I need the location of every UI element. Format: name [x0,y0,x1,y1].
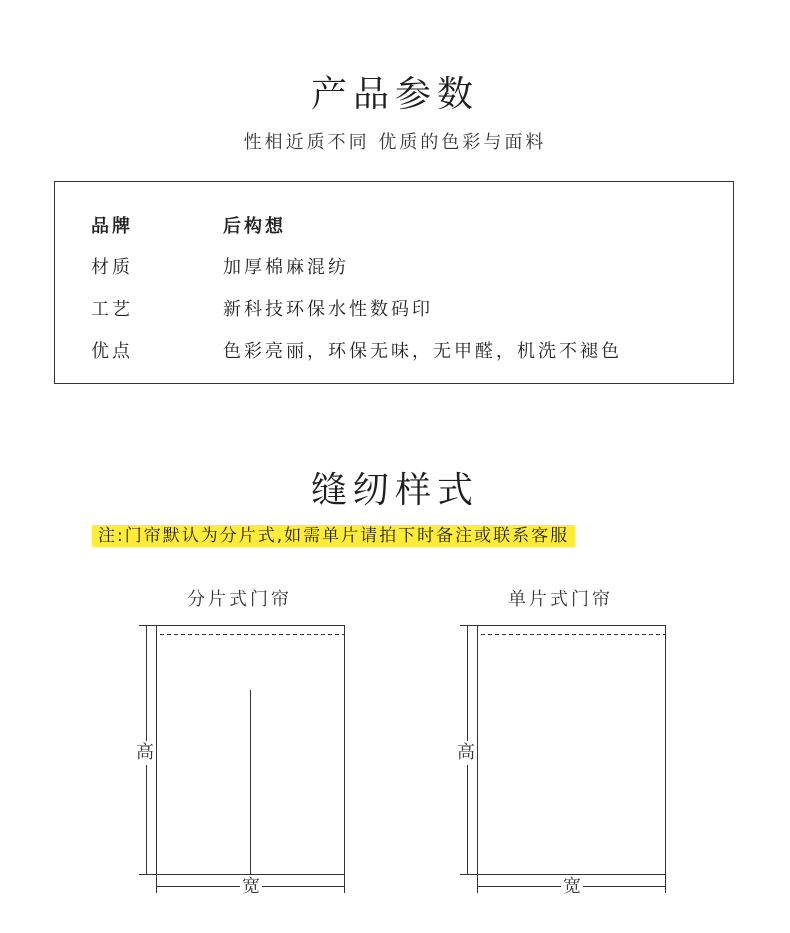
curtain-outline [478,626,666,875]
split-curtain-diagram [139,625,345,893]
spec-label: 优点 [91,341,133,362]
note-banner: 注:门帘默认为分片式,如需单片请拍下时备注或联系客服 [92,525,575,547]
width-label: 宽 [563,876,581,897]
sewing-title: 缝纫样式 [310,470,479,511]
height-label: 高 [136,742,154,763]
spec-value: 加厚棉麻混纺 [223,257,349,278]
spec-value: 新科技环保水性数码印 [223,299,433,320]
split-curtain-label: 分片式门帘 [187,589,292,610]
params-subtitle: 性相近质不同 优质的色彩与面料 [243,132,547,153]
spec-value: 色彩亮丽，环保无味，无甲醛，机洗不褪色 [223,341,622,362]
single-curtain-diagram [460,625,666,893]
params-title: 产品参数 [310,74,479,115]
spec-label: 品牌 [91,216,133,237]
single-curtain-label: 单片式门帘 [508,589,613,610]
spec-label: 材质 [91,257,133,278]
spec-value: 后构想 [223,216,286,237]
width-label: 宽 [242,876,260,897]
spec-label: 工艺 [91,299,133,320]
height-label: 高 [457,742,475,763]
